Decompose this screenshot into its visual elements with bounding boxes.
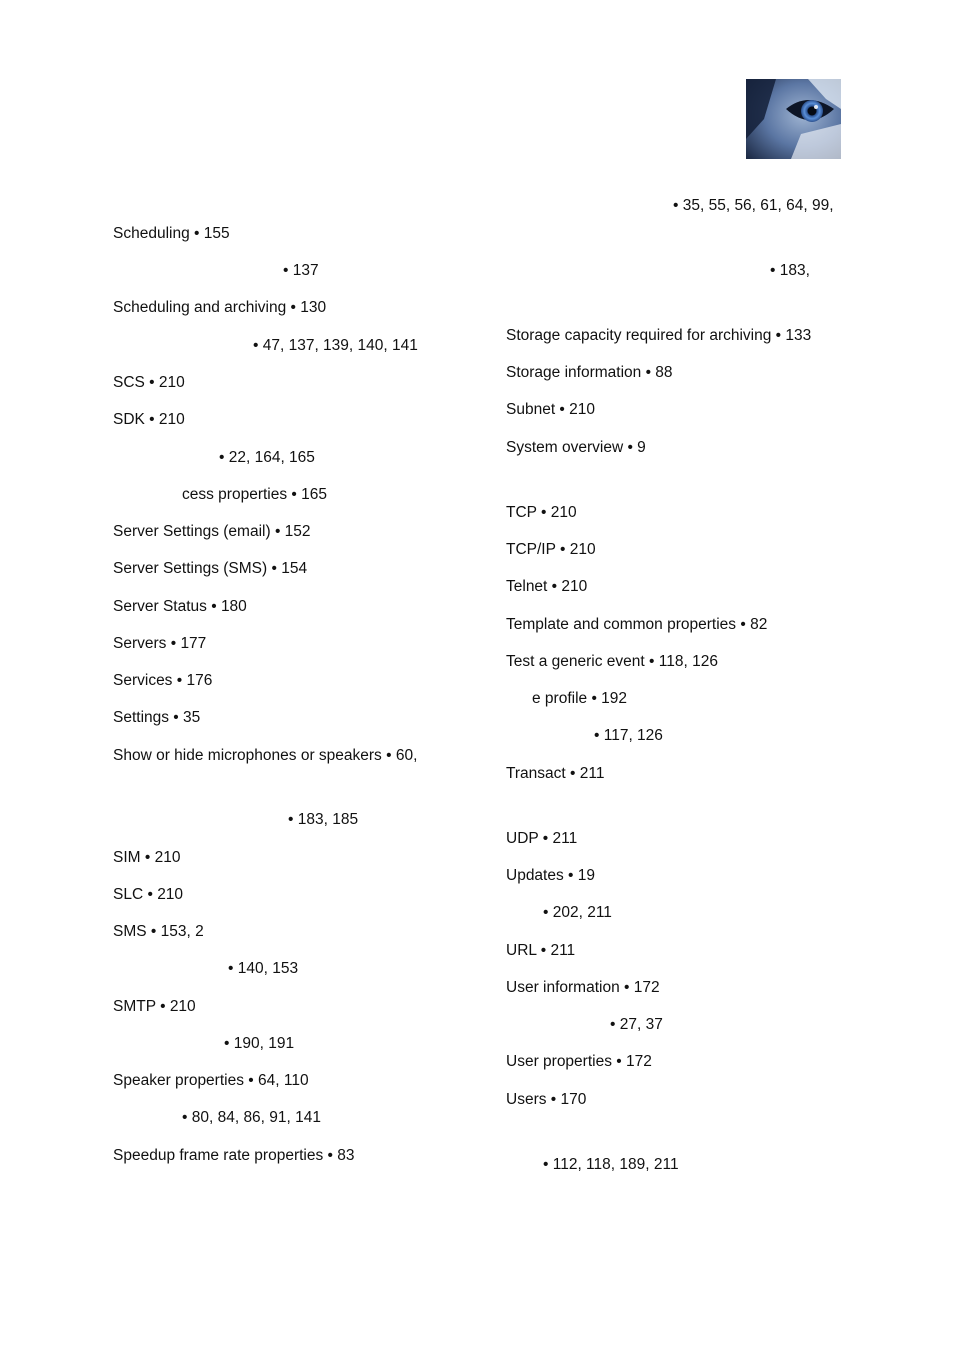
index-entry: Server Settings (SMS) • 154 xyxy=(113,560,308,577)
index-entry: Servers • 177 xyxy=(113,635,207,652)
index-entry: • 112, 118, 189, 211 xyxy=(543,1156,679,1173)
index-entry: cess properties • 165 xyxy=(182,486,328,503)
index-entry: Services • 176 xyxy=(113,672,213,689)
index-entry: Settings • 35 xyxy=(113,709,201,726)
index-entry: SMTP • 210 xyxy=(113,998,196,1015)
index-entry: SLC • 210 xyxy=(113,886,184,903)
index-entry: Storage information • 88 xyxy=(506,364,673,381)
index-entry: SCS • 210 xyxy=(113,374,185,391)
index-entry: SMS • 153, 2 xyxy=(113,923,204,940)
index-entry: • 202, 211 xyxy=(543,904,612,921)
index-entry: Storage capacity required for archiving • 133 xyxy=(506,327,812,344)
index-entry: • 80, 84, 86, 91, 141 xyxy=(182,1109,322,1126)
index-entry: System overview • 9 xyxy=(506,439,646,456)
index-entry: Subnet • 210 xyxy=(506,401,596,418)
index-entry: Transact • 211 xyxy=(506,765,605,782)
index-entry: • 27, 37 xyxy=(610,1016,663,1033)
index-entry: Telnet • 210 xyxy=(506,578,588,595)
index-entry: • 117, 126 xyxy=(594,727,663,744)
wolf-eye-logo xyxy=(746,79,841,159)
index-entry: SDK • 210 xyxy=(113,411,185,428)
index-entry: Scheduling and archiving • 130 xyxy=(113,299,327,316)
index-entry: Server Settings (email) • 152 xyxy=(113,523,311,540)
index-entry: • 183, xyxy=(770,262,810,279)
index-entry: Test a generic event • 118, 126 xyxy=(506,653,718,670)
index-entry: • 137 xyxy=(283,262,319,279)
index-entry: User properties • 172 xyxy=(506,1053,652,1070)
index-entry: User information • 172 xyxy=(506,979,660,996)
index-entry: Scheduling • 155 xyxy=(113,225,230,242)
index-entry: Updates • 19 xyxy=(506,867,596,884)
index-entry: • 47, 137, 139, 140, 141 xyxy=(253,337,418,354)
index-entry: URL • 211 xyxy=(506,942,576,959)
index-entry: SIM • 210 xyxy=(113,849,181,866)
index-entry: Server Status • 180 xyxy=(113,598,247,615)
index-entry: Users • 170 xyxy=(506,1091,587,1108)
index-entry: • 140, 153 xyxy=(228,960,299,977)
index-entry: • 35, 55, 56, 61, 64, 99, xyxy=(673,197,834,214)
index-entry: TCP/IP • 210 xyxy=(506,541,596,558)
wolf-eye-icon xyxy=(746,79,841,159)
index-entry: • 22, 164, 165 xyxy=(219,449,315,466)
index-entry: e profile • 192 xyxy=(532,690,628,707)
index-entry: Show or hide microphones or speakers • 60, xyxy=(113,747,418,764)
index-entry: • 190, 191 xyxy=(224,1035,295,1052)
index-entry: Speedup frame rate properties • 83 xyxy=(113,1147,355,1164)
index-entry: Speaker properties • 64, 110 xyxy=(113,1072,309,1089)
index-entry: UDP • 211 xyxy=(506,830,578,847)
index-entry: Template and common properties • 82 xyxy=(506,616,768,633)
index-entry: • 183, 185 xyxy=(288,811,359,828)
index-entry: TCP • 210 xyxy=(506,504,577,521)
